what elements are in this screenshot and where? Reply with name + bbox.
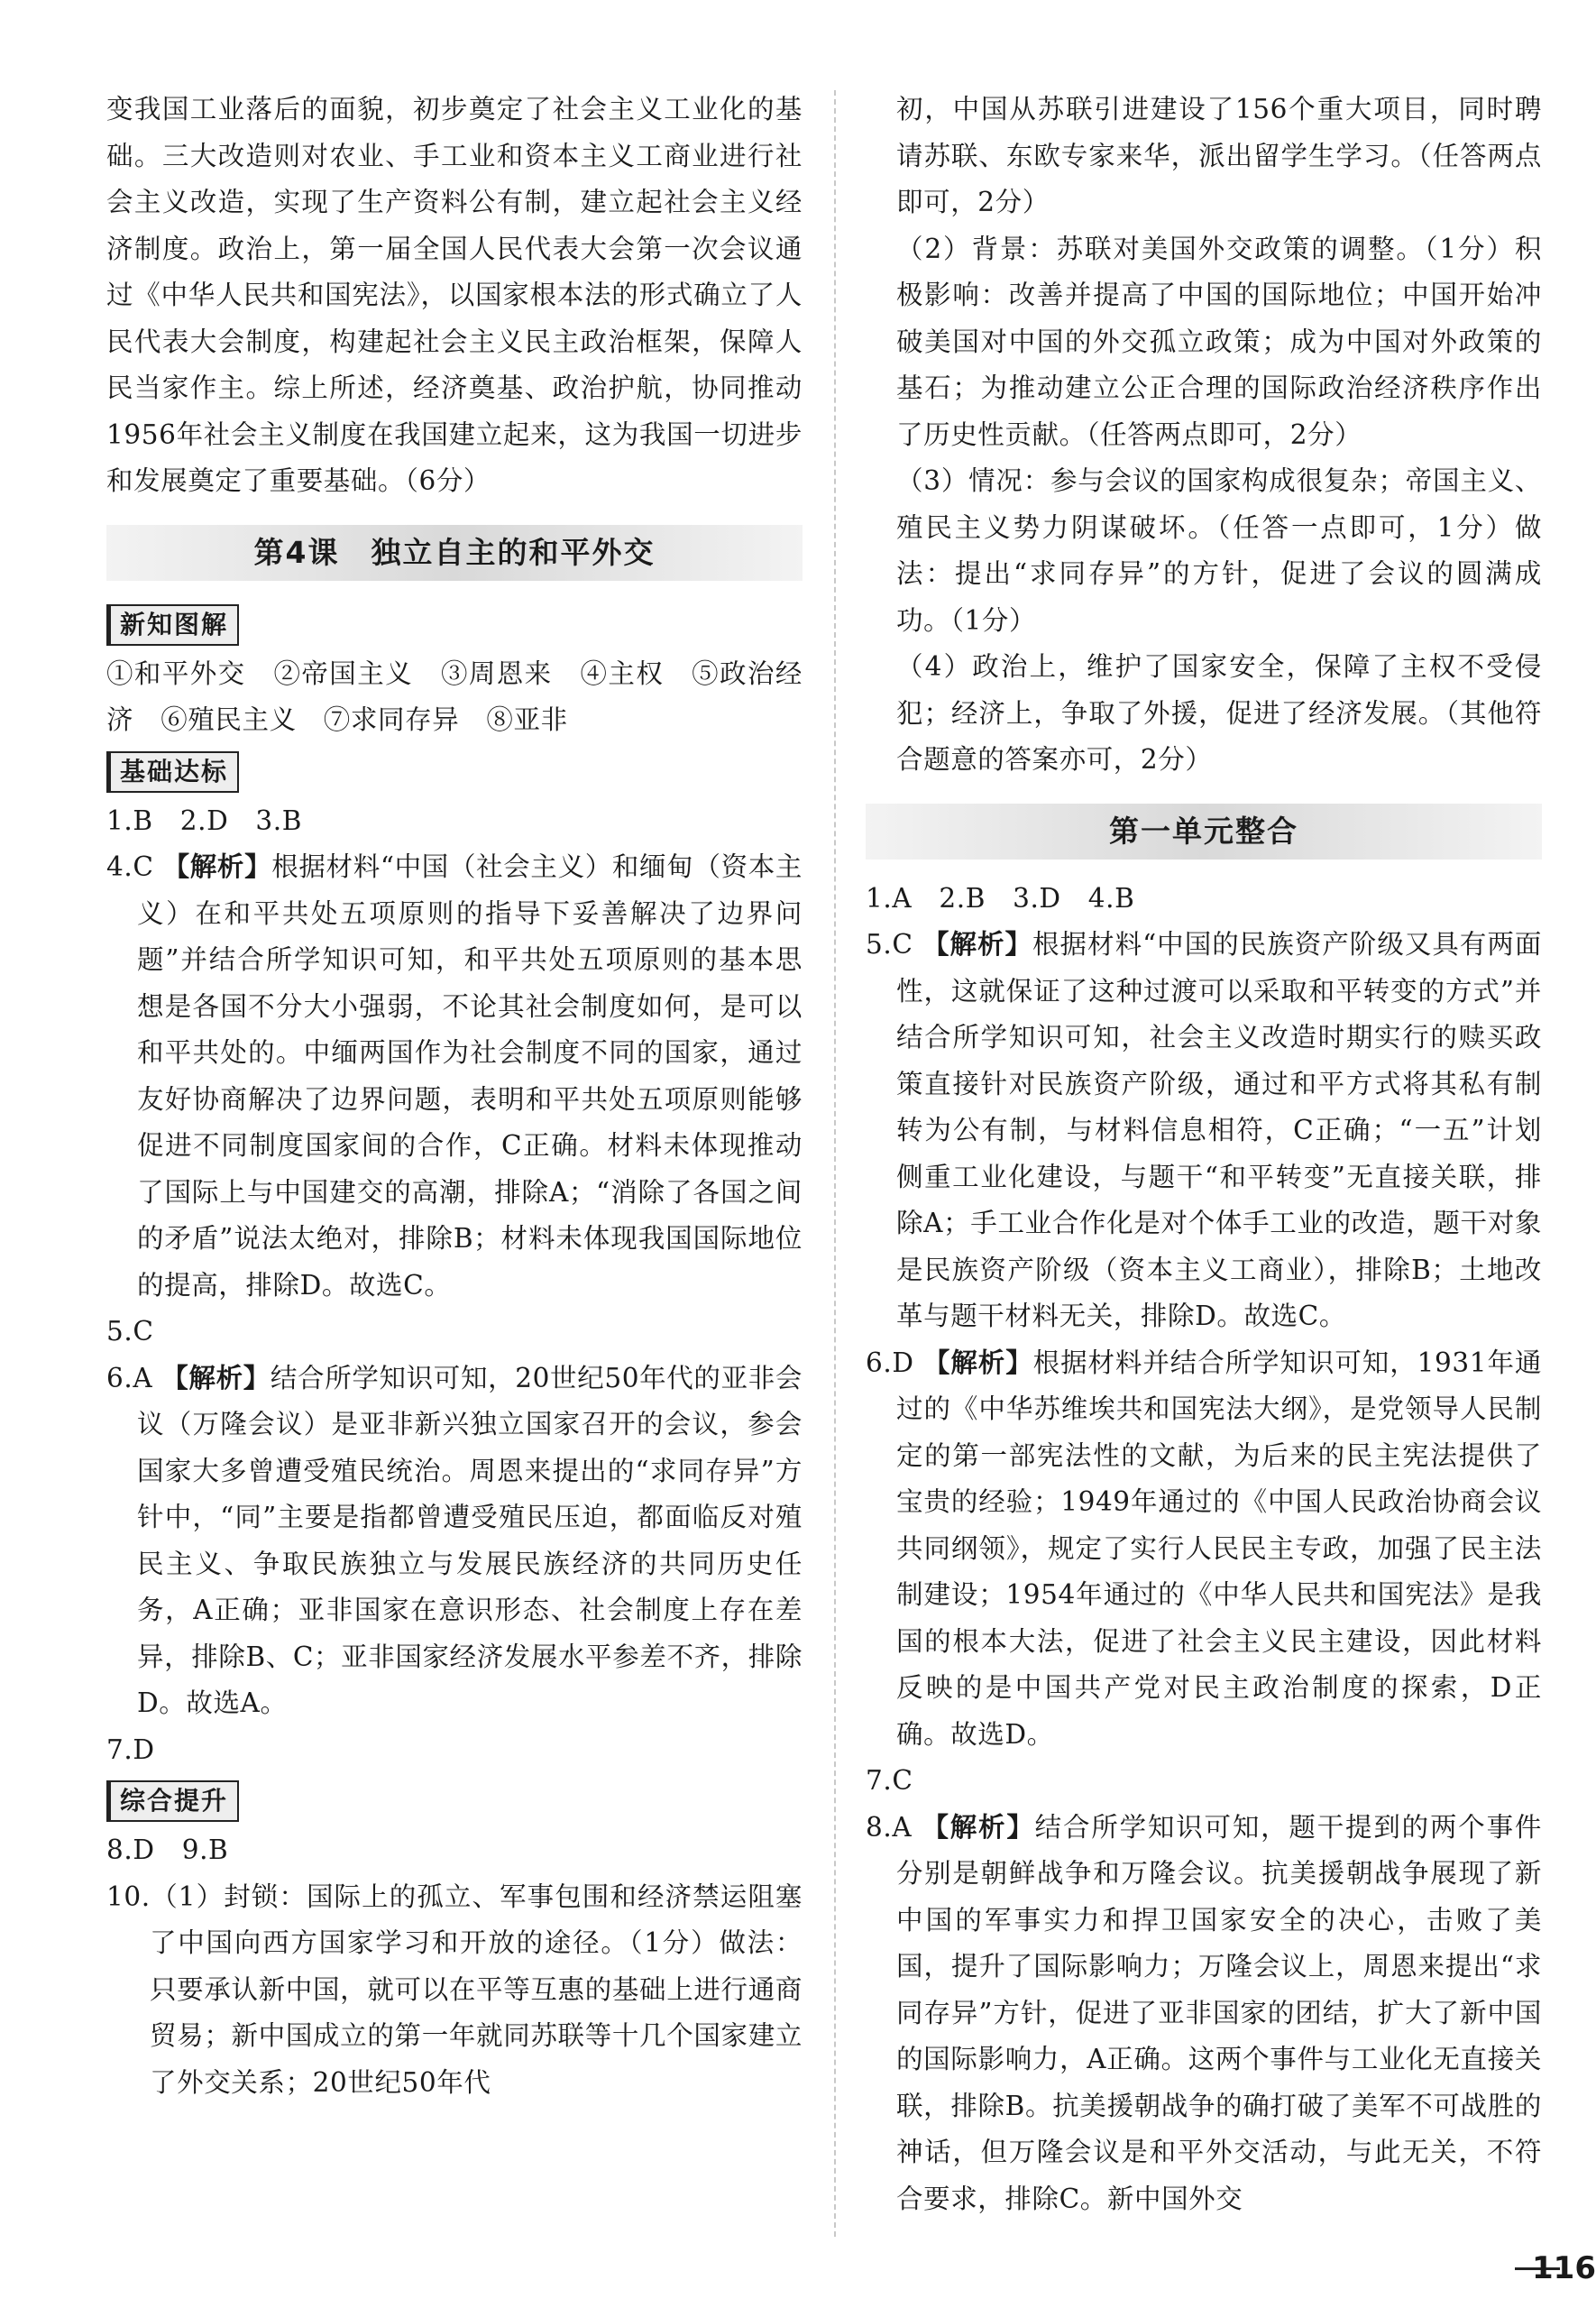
section-basic: 基础达标 <box>106 751 239 793</box>
analysis-tag: 【解析】 <box>922 929 1033 960</box>
analysis-tag: 【解析】 <box>922 1347 1033 1378</box>
answer-6-text: 结合所学知识可知，20世纪50年代的亚非会议（万隆会议）是亚非新兴独立国家召开的会议，参会国家大多曾遭受殖民统治。周恩来提出的“求同存异”方针中，“同”主要是指都曾遭受殖民压迫，都面临反对殖民主义、争取民族独立与发展民族经济的共同历史任务，A正确；亚非国家在意识形态、社会制度上存在差异，排除B、C；亚非国家经济发展水平参差不齐，排除D。故选A。 <box>137 1362 803 1718</box>
answers-1-3: 1.B 2.D 3.B <box>106 805 303 836</box>
column-divider <box>834 90 836 2237</box>
section-new-knowledge: 新知图解 <box>106 604 239 646</box>
intro-paragraph: 变我国工业落后的面貌，初步奠定了社会主义工业化的基础。三大改造则对农业、手工业和资本主义工商业进行社会主义改造，实现了生产资料公有制，建立起社会主义经济制度。政治上，第一届全国人民代表大会第一次会议通过《中华人民共和国宪法》，以国家根本法的形式确立了人民代表大会制度，构建起社会主义民主政治框架，保障人民当家作主。综上所述，经济奠基、政治护航，协同推动1956年社会主义制度在我国建立起来，这为我国一切进步和发展奠定了重要基础。（6分） <box>106 94 803 496</box>
right-column <box>866 87 1542 2222</box>
analysis-tag: 【解析】 <box>161 1362 271 1393</box>
answer-10-1-continued: 初，中国从苏联引进建设了156个重大项目，同时聘请苏联、东欧专家来华，派出留学生学习。（任答两点即可，2分） <box>896 94 1542 217</box>
new-knowledge-answers: ①和平外交 ②帝国主义 ③周恩来 ④主权 ⑤政治经济 ⑥殖民主义 ⑦求同存异 ⑧亚非 <box>106 657 803 735</box>
unit-answer-6 <box>866 1340 1542 1759</box>
unit-answer-6-number: 6.D <box>866 1347 914 1378</box>
answer-4-number: 4.C <box>106 851 154 882</box>
unit-answer-6-text: 根据材料并结合所学知识可知，1931年通过的《中华苏维埃共和国宪法大纲》，是党领导人民制定的第一部宪法性的文献，为后来的民主宪法提供了宝贵的经验；1949年通过的《中国人民政治协商会议共同纲领》，规定了实行人民民主专政，加强了民主法制建设；1954年通过的《中华人民共和国宪法》是我国的根本大法，促进了社会主义民主建设，因此材料反映的是中国共产党对民主政治制度的探索，D正确。故选D。 <box>896 1347 1542 1750</box>
analysis-tag: 【解析】 <box>162 851 272 882</box>
section-comprehensive: 综合提升 <box>106 1780 239 1822</box>
answer-10-number: 10. <box>106 1880 151 1912</box>
unit-answer-5-number: 5.C <box>866 929 913 960</box>
unit-answer-8-text: 结合所学知识可知，题干提到的两个事件分别是朝鲜战争和万隆会议。抗美援朝战争展现了新中国的军事实力和捍卫国家安全的决心，击败了美国，提升了国际影响力；万隆会议上，周恩来提出“求同存异”方针，促进了亚非国家的团结，扩大了新中国的国际影响力，A正确。这两个事件与工业化无直接关联，排除B。抗美援朝战争的确打破了美军不可战胜的神话，但万隆会议是和平外交活动，与此无关，不符合要求，排除C。新中国外交 <box>896 1811 1542 2214</box>
answer-6 <box>106 1356 803 1727</box>
analysis-tag: 【解析】 <box>922 1811 1035 1843</box>
answer-6-number: 6.A <box>106 1362 153 1393</box>
answer-5: 5.C <box>106 1316 154 1347</box>
unit-answer-7: 7.C <box>866 1765 913 1796</box>
unit-title: 第一单元整合 <box>866 804 1542 860</box>
answer-10 <box>106 1874 803 2107</box>
left-column <box>106 87 803 2106</box>
page-number: 116 <box>1532 2250 1596 2286</box>
unit-answer-5-text: 根据材料“中国的民族资产阶级又具有两面性，这就保证了这种过渡可以采取和平转变的方式”并结合所学知识可知，社会主义改造时期实行的赎买政策直接针对民族资产阶级，通过和平方式将其私有制转为公有制，与材料信息相符，C正确；“一五”计划侧重工业化建设，与题干“和平转变”无直接关联，排除A；手工业合作化是对个体手工业的改造，题干对象是民族资产阶级（资本主义工商业），排除B；土地改革与题干材料无关，排除D。故选C。 <box>896 929 1543 1331</box>
answer-10-text: （1）封锁：国际上的孤立、军事包围和经济禁运阻塞了中国向西方国家学习和开放的途径。（1分）做法：只要承认新中国，就可以在平等互惠的基础上进行通商贸易；新中国成立的第一年就同苏联等十几个国家建立了外交关系；20世纪50年代 <box>150 1880 803 2098</box>
lesson-title: 第4课 独立自主的和平外交 <box>106 525 803 581</box>
answer-10-2: （2）背景：苏联对美国外交政策的调整。（1分）积极影响：改善并提高了中国的国际地位；中国开始冲破美国对中国的外交孤立政策；成为中国对外政策的基石；为推动建立公正合理的国际政治经济秩序作出了历史性贡献。（任答两点即可，2分） <box>896 233 1542 450</box>
unit-answers-1-4: 1.A 2.B 3.D 4.B <box>866 882 1135 914</box>
answer-4-text: 根据材料“中国（社会主义）和缅甸（资本主义）在和平共处五项原则的指导下妥善解决了边界问题”并结合所学知识可知，和平共处五项原则的基本思想是各国不分大小强弱，不论其社会制度如何，是可以和平共处的。中缅两国作为社会制度不同的国家，通过友好协商解决了边界问题，表明和平共处五项原则能够促进不同制度国家间的合作，C正确。材料未体现推动了国际上与中国建交的高潮，排除A；“消除了各国之间的矛盾”说法太绝对，排除B；材料未体现我国国际地位的提高，排除D。故选C。 <box>137 851 803 1301</box>
answer-7: 7.D <box>106 1733 155 1765</box>
unit-answer-5 <box>866 922 1542 1340</box>
answer-10-3: （3）情况：参与会议的国家构成很复杂；帝国主义、殖民主义势力阴谋破坏。（任答一点即可，1分）做法：提出“求同存异”的方针，促进了会议的圆满成功。（1分） <box>896 465 1542 636</box>
answer-4 <box>106 844 803 1309</box>
unit-answer-8-number: 8.A <box>866 1811 913 1843</box>
answers-8-9: 8.D 9.B <box>106 1834 229 1865</box>
answer-10-4: （4）政治上，维护了国家安全，保障了主权不受侵犯；经济上，争取了外援，促进了经济发展。（其他符合题意的答案亦可，2分） <box>896 651 1542 775</box>
unit-answer-8 <box>866 1805 1542 2223</box>
